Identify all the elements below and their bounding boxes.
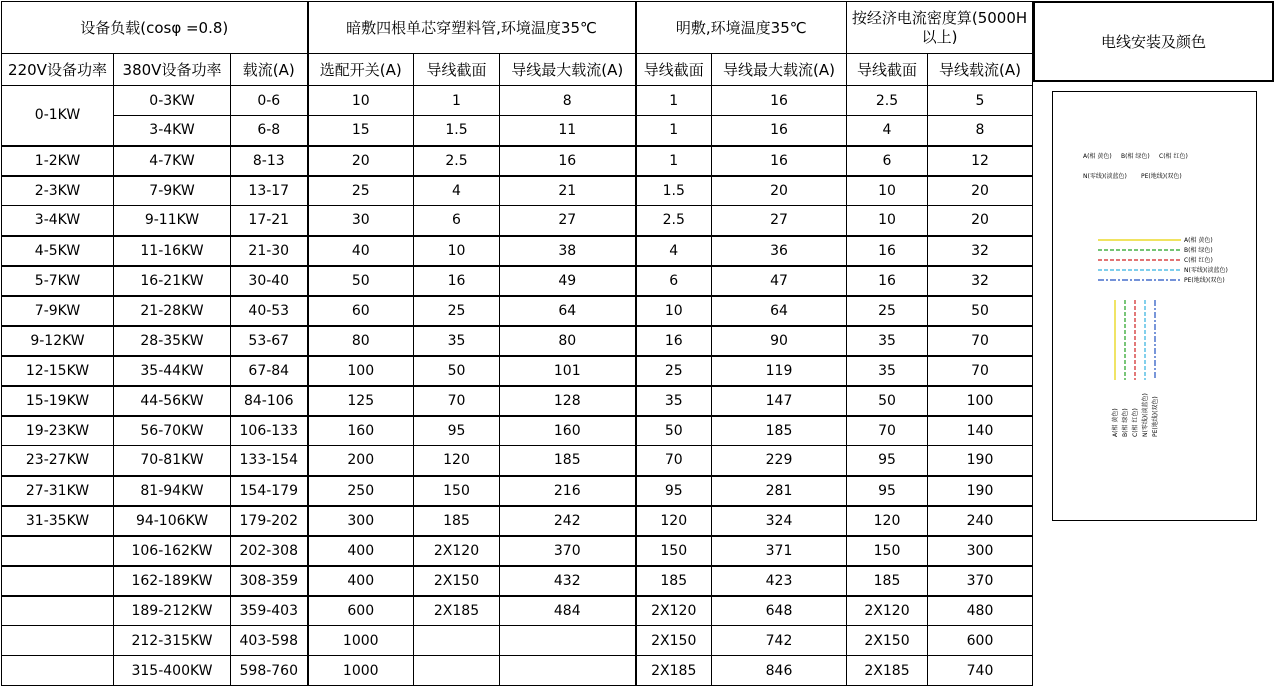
cell-switch: 50 [308,266,414,296]
cell-switch: 400 [308,536,414,566]
cell-current-economic: 70 [928,356,1033,386]
cell-p220: 9-12KW [2,326,114,356]
cell-switch: 100 [308,356,414,386]
table-row [2,446,1033,476]
cell-current-economic: 32 [928,236,1033,266]
cell-section-concealed: 2X150 [414,566,500,596]
cell-section-exposed: 95 [636,476,712,506]
cell-current-economic: 190 [928,476,1033,506]
cell-switch: 600 [308,596,414,626]
cell-max-current-exposed: 846 [712,656,847,686]
cell-max-current-exposed: 47 [712,266,847,296]
cell-switch: 60 [308,296,414,326]
cell-switch: 160 [308,416,414,446]
cell-max-current-exposed: 371 [712,536,847,566]
subheader-max-current-exposed: 导线最大载流(A) [712,54,847,86]
cell-current-economic: 20 [928,176,1033,206]
cell-section-concealed: 2.5 [414,146,500,176]
cell-max-current-concealed: 16 [500,146,636,176]
cell-section-concealed: 120 [414,446,500,476]
cell-max-current-concealed: 8 [500,86,636,116]
wire-label-vertical: C(相 红色) [1132,408,1139,437]
cell-current-economic: 140 [928,416,1033,446]
table-row [2,266,1033,296]
cell-load-current: 106-133 [231,416,308,446]
cell-load-current: 6-8 [231,116,308,146]
cell-load-current: 133-154 [231,446,308,476]
cell-p220 [2,626,114,656]
cell-section-economic: 120 [847,506,928,536]
cell-max-current-concealed: 432 [500,566,636,596]
cell-load-current: 67-84 [231,356,308,386]
cell-p220: 2-3KW [2,176,114,206]
cell-load-current: 202-308 [231,536,308,566]
cell-p380: 315-400KW [114,656,231,686]
subheader-load-current: 载流(A) [231,54,308,86]
cell-section-economic: 95 [847,476,928,506]
cell-p220: 19-23KW [2,416,114,446]
table-row [2,326,1033,356]
subheader-p380: 380V设备功率 [114,54,231,86]
vertical-wires [1111,300,1159,437]
cell-current-economic: 100 [928,386,1033,416]
cable-table [1,1,1033,686]
wire-label: N(零线)(淡蓝色) [1184,267,1228,274]
subheader-p220: 220V设备功率 [2,54,114,86]
cell-load-current: 154-179 [231,476,308,506]
table-row [2,416,1033,446]
cell-switch: 25 [308,176,414,206]
cell-section-exposed: 2X150 [636,626,712,656]
cell-section-exposed: 2X185 [636,656,712,686]
cell-p220: 31-35KW [2,506,114,536]
cell-max-current-exposed: 185 [712,416,847,446]
cell-section-economic: 35 [847,326,928,356]
cell-p380: 44-56KW [114,386,231,416]
cell-max-current-concealed: 370 [500,536,636,566]
cell-current-economic: 190 [928,446,1033,476]
cell-section-exposed: 2X120 [636,596,712,626]
table-row [2,86,1033,116]
cell-max-current-concealed: 160 [500,416,636,446]
cell-max-current-concealed: 38 [500,236,636,266]
cell-p380: 212-315KW [114,626,231,656]
subheader-section-exposed: 导线截面 [636,54,712,86]
cell-max-current-concealed: 27 [500,206,636,236]
header-exposed: 明敷,环境温度35℃ [636,2,847,54]
table-row [2,506,1033,536]
cell-section-concealed: 1 [414,86,500,116]
cell-p380: 16-21KW [114,266,231,296]
cell-p380: 35-44KW [114,356,231,386]
cell-section-exposed: 1 [636,146,712,176]
subheader-section-concealed: 导线截面 [414,54,500,86]
cell-max-current-concealed: 49 [500,266,636,296]
cell-section-concealed: 50 [414,356,500,386]
legend-label: N(零线)(淡蓝色) [1083,173,1127,180]
cell-max-current-exposed: 27 [712,206,847,236]
wire-color-diagram [1052,91,1257,521]
cell-max-current-concealed: 484 [500,596,636,626]
cell-section-exposed: 50 [636,416,712,446]
legend-label: PE(地线)(双色) [1141,173,1182,180]
cell-switch: 40 [308,236,414,266]
install-header: 电线安装及颜色 [1033,1,1274,82]
table-row [2,476,1033,506]
cell-section-economic: 150 [847,536,928,566]
cell-load-current: 13-17 [231,176,308,206]
cell-section-concealed: 25 [414,296,500,326]
cell-max-current-exposed: 20 [712,176,847,206]
cell-section-economic: 185 [847,566,928,596]
cell-max-current-concealed: 80 [500,326,636,356]
cell-switch: 30 [308,206,414,236]
cell-section-economic: 2X185 [847,656,928,686]
cell-max-current-exposed: 16 [712,86,847,116]
cell-load-current: 308-359 [231,566,308,596]
cell-section-economic: 50 [847,386,928,416]
cell-max-current-exposed: 64 [712,296,847,326]
cell-p220 [2,566,114,596]
table-row [2,236,1033,266]
cell-max-current-exposed: 423 [712,566,847,596]
cell-load-current: 40-53 [231,296,308,326]
wire-diagram-svg [1053,92,1256,520]
cell-section-concealed: 4 [414,176,500,206]
cell-p220: 23-27KW [2,446,114,476]
cell-max-current-exposed: 324 [712,506,847,536]
cell-p220: 4-5KW [2,236,114,266]
cell-switch: 1000 [308,626,414,656]
cell-p220: 0-1KW [2,86,114,146]
table-row [2,356,1033,386]
cell-max-current-concealed [500,626,636,656]
cell-p380: 9-11KW [114,206,231,236]
cell-p380: 7-9KW [114,176,231,206]
cell-section-economic: 4 [847,116,928,146]
cell-current-economic: 600 [928,626,1033,656]
cell-p380: 21-28KW [114,296,231,326]
horizontal-wires [1098,236,1228,284]
header-load: 设备负载(cosφ =0.8) [2,2,308,54]
cell-section-concealed [414,656,500,686]
cell-load-current: 53-67 [231,326,308,356]
cell-load-current: 30-40 [231,266,308,296]
cell-section-economic: 2X120 [847,596,928,626]
cell-max-current-concealed: 101 [500,356,636,386]
table-row [2,566,1033,596]
cell-p380: 189-212KW [114,596,231,626]
cell-max-current-exposed: 90 [712,326,847,356]
cell-section-concealed: 1.5 [414,116,500,146]
cell-switch: 200 [308,446,414,476]
cell-load-current: 17-21 [231,206,308,236]
cell-section-exposed: 1 [636,116,712,146]
cell-section-concealed: 6 [414,206,500,236]
cell-load-current: 598-760 [231,656,308,686]
cell-section-concealed [414,626,500,656]
cell-p380: 56-70KW [114,416,231,446]
cell-p220: 15-19KW [2,386,114,416]
cell-section-economic: 10 [847,206,928,236]
cell-p380: 11-16KW [114,236,231,266]
wire-label-vertical: A(相 黄色) [1112,408,1119,437]
cell-section-concealed: 16 [414,266,500,296]
cell-load-current: 84-106 [231,386,308,416]
cell-p220: 5-7KW [2,266,114,296]
cell-section-concealed: 185 [414,506,500,536]
cell-section-exposed: 1 [636,86,712,116]
cell-max-current-exposed: 742 [712,626,847,656]
cell-max-current-exposed: 147 [712,386,847,416]
cell-section-exposed: 120 [636,506,712,536]
cell-current-economic: 370 [928,566,1033,596]
cell-section-economic: 95 [847,446,928,476]
cell-max-current-concealed: 128 [500,386,636,416]
cell-current-economic: 50 [928,296,1033,326]
table-row [2,656,1033,686]
cell-switch: 15 [308,116,414,146]
cell-max-current-concealed: 185 [500,446,636,476]
cell-switch: 300 [308,506,414,536]
cell-p380: 94-106KW [114,506,231,536]
cell-section-exposed: 16 [636,326,712,356]
cell-section-exposed: 185 [636,566,712,596]
legend-row2 [1083,172,1182,180]
cell-section-economic: 25 [847,296,928,326]
cell-section-concealed: 2X185 [414,596,500,626]
table-row [2,626,1033,656]
cell-max-current-concealed: 21 [500,176,636,206]
cell-switch: 400 [308,566,414,596]
cell-section-exposed: 150 [636,536,712,566]
cell-p380: 28-35KW [114,326,231,356]
cell-p380: 4-7KW [114,146,231,176]
legend-label: C(相 红色) [1159,153,1188,160]
wire-label-vertical: PE(地线)(双色) [1152,396,1159,437]
cell-p220 [2,596,114,626]
cell-load-current: 179-202 [231,506,308,536]
cell-p220: 12-15KW [2,356,114,386]
wire-label-vertical: N(零线)(淡蓝色) [1142,393,1149,437]
cell-current-economic: 8 [928,116,1033,146]
table-row [2,296,1033,326]
cell-section-economic: 6 [847,146,928,176]
cell-switch: 1000 [308,656,414,686]
table-row [2,386,1033,416]
table-row [2,596,1033,626]
table-row [2,206,1033,236]
wire-label: PE(地线)(双色) [1184,277,1225,284]
cell-section-concealed: 10 [414,236,500,266]
header-concealed: 暗敷四根单芯穿塑料管,环境温度35℃ [308,2,636,54]
cell-p220: 3-4KW [2,206,114,236]
subheader-switch: 选配开关(A) [308,54,414,86]
cell-current-economic: 70 [928,326,1033,356]
cell-current-economic: 12 [928,146,1033,176]
subheader-max-current-concealed: 导线最大载流(A) [500,54,636,86]
table-row [2,116,1033,146]
cell-section-exposed: 35 [636,386,712,416]
cell-section-economic: 16 [847,266,928,296]
subheader-current-economic: 导线载流(A) [928,54,1033,86]
cell-load-current: 0-6 [231,86,308,116]
cell-section-economic: 2X150 [847,626,928,656]
cell-max-current-concealed: 242 [500,506,636,536]
cell-max-current-concealed: 64 [500,296,636,326]
cell-p380: 81-94KW [114,476,231,506]
cell-current-economic: 32 [928,266,1033,296]
wire-label-vertical: B(相 绿色) [1122,408,1129,437]
cell-section-exposed: 10 [636,296,712,326]
cell-switch: 80 [308,326,414,356]
table-row [2,536,1033,566]
cell-current-economic: 480 [928,596,1033,626]
cell-section-economic: 35 [847,356,928,386]
table-row [2,146,1033,176]
cell-p220: 27-31KW [2,476,114,506]
cell-section-economic: 16 [847,236,928,266]
cell-load-current: 403-598 [231,626,308,656]
cell-p380: 106-162KW [114,536,231,566]
wire-label: B(相 绿色) [1184,247,1213,254]
cell-max-current-concealed [500,656,636,686]
cell-max-current-exposed: 16 [712,116,847,146]
cell-section-concealed: 2X120 [414,536,500,566]
cell-current-economic: 5 [928,86,1033,116]
cell-p380: 162-189KW [114,566,231,596]
cell-section-exposed: 4 [636,236,712,266]
cell-section-concealed: 150 [414,476,500,506]
cell-section-concealed: 70 [414,386,500,416]
cell-switch: 125 [308,386,414,416]
cell-p380: 3-4KW [114,116,231,146]
cell-section-economic: 2.5 [847,86,928,116]
cell-current-economic: 300 [928,536,1033,566]
cell-max-current-exposed: 648 [712,596,847,626]
cell-current-economic: 740 [928,656,1033,686]
cell-load-current: 359-403 [231,596,308,626]
cell-section-exposed: 25 [636,356,712,386]
legend-row1 [1083,152,1188,160]
cell-current-economic: 240 [928,506,1033,536]
cell-section-exposed: 6 [636,266,712,296]
cell-section-concealed: 95 [414,416,500,446]
wire-label: A(相 黄色) [1184,237,1213,244]
cell-current-economic: 20 [928,206,1033,236]
cell-p220: 7-9KW [2,296,114,326]
cell-p380: 70-81KW [114,446,231,476]
cell-max-current-concealed: 216 [500,476,636,506]
subheader-section-economic: 导线截面 [847,54,928,86]
cell-section-exposed: 70 [636,446,712,476]
cell-max-current-exposed: 16 [712,146,847,176]
cell-max-current-exposed: 281 [712,476,847,506]
cell-load-current: 21-30 [231,236,308,266]
cell-load-current: 8-13 [231,146,308,176]
cell-switch: 10 [308,86,414,116]
cell-max-current-exposed: 229 [712,446,847,476]
cell-section-exposed: 2.5 [636,206,712,236]
cell-section-exposed: 1.5 [636,176,712,206]
cell-section-economic: 10 [847,176,928,206]
legend-label: A(相 黄色) [1083,153,1112,160]
cell-section-economic: 70 [847,416,928,446]
cell-p220 [2,536,114,566]
cell-switch: 20 [308,146,414,176]
table-row [2,176,1033,206]
cell-p380: 0-3KW [114,86,231,116]
wire-label: C(相 红色) [1184,257,1213,264]
table-body [2,86,1033,686]
cell-max-current-exposed: 36 [712,236,847,266]
header-economic: 按经济电流密度算(5000H以上) [847,2,1033,54]
cell-p220 [2,656,114,686]
cell-section-concealed: 35 [414,326,500,356]
cell-max-current-exposed: 119 [712,356,847,386]
cell-p220: 1-2KW [2,146,114,176]
cell-switch: 250 [308,476,414,506]
legend-label: B(相 绿色) [1121,153,1150,160]
cell-max-current-concealed: 11 [500,116,636,146]
